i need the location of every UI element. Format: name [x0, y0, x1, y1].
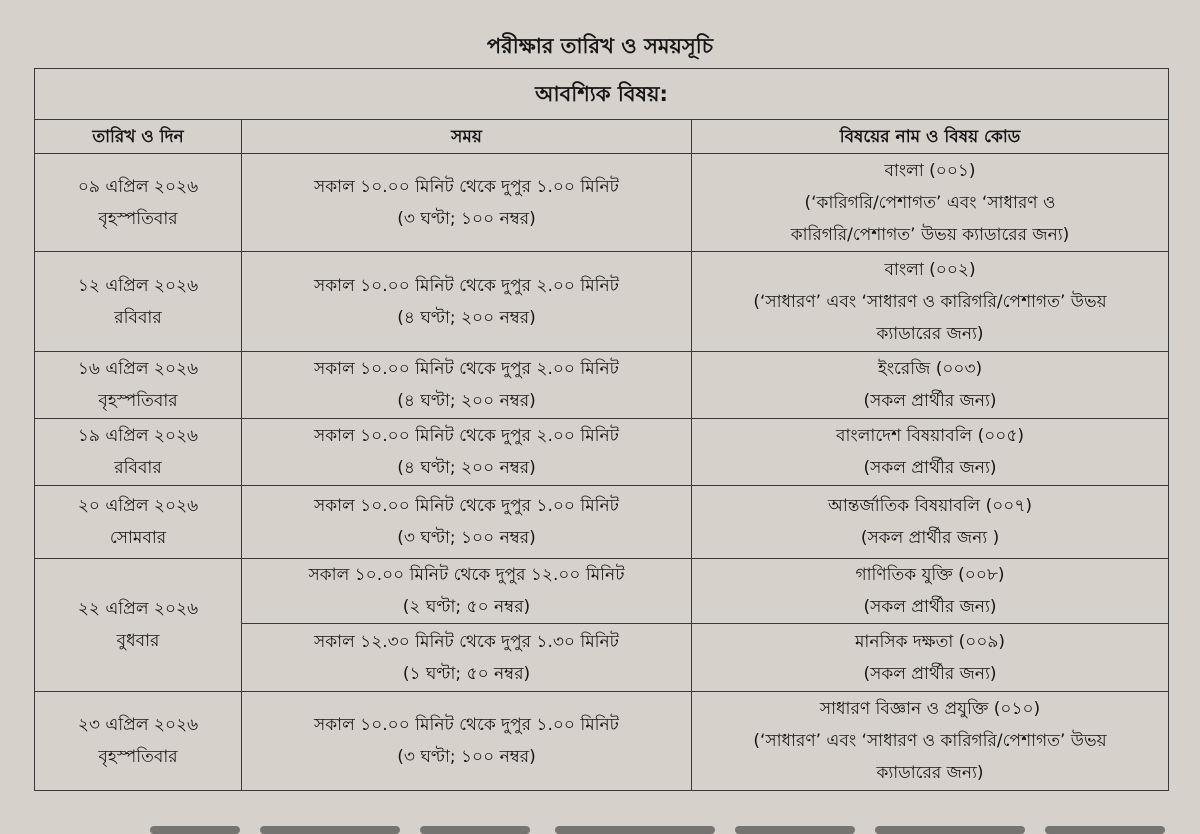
day-text: বৃহস্পতিবার [98, 747, 178, 767]
subject-cell [692, 486, 1169, 559]
subject-note: (‘কারিগরি/পেশাগত’ এবং ‘সাধারণ ও [804, 192, 1056, 213]
table-row [35, 419, 1169, 486]
section-title: আবশ্যিক বিষয়: [35, 69, 1169, 120]
section-row [35, 69, 1169, 120]
date-text: ২৩ এপ্রিল ২০২৬ [77, 715, 199, 735]
subject-note: ক্যাডারের জন্য) [876, 323, 984, 344]
subject-cell [692, 252, 1169, 352]
column-header-date: তারিখ ও দিন [35, 120, 242, 154]
column-header-subject: বিষয়ের নাম ও বিষয় কোড [692, 120, 1169, 154]
subject-note: (‘সাধারণ’ এবং ‘সাধারণ ও কারিগরি/পেশাগত’ উভয় [753, 291, 1107, 312]
duration-marks: (৩ ঘণ্টা; ১০০ নম্বর) [397, 208, 536, 229]
subject-cell [692, 154, 1169, 252]
date-cell [35, 352, 242, 419]
table-row [35, 252, 1169, 352]
subject-note: (সকল প্রার্থীর জন্য) [863, 458, 997, 478]
table-row [35, 352, 1169, 419]
page-title: পরীক্ষার তারিখ ও সময়সূচি [486, 34, 714, 58]
duration-marks: (১ ঘণ্টা; ৫০ নম্বর) [402, 663, 531, 684]
subject-name: গাণিতিক যুক্তি (০০৮) [855, 565, 1005, 585]
subject-name: ইংরেজি (০০৩) [877, 359, 983, 379]
subject-note: ক্যাডারের জন্য) [876, 763, 984, 783]
subject-name: আন্তর্জাতিক বিষয়াবলি (০০৭) [827, 496, 1033, 516]
exam-schedule-table [34, 68, 1169, 791]
subject-cell [692, 419, 1169, 486]
duration-marks: (৩ ঘণ্টা; ১০০ নম্বর) [397, 528, 536, 548]
date-text: ০৯ এপ্রিল ২০২৬ [77, 176, 199, 197]
time-cell [242, 419, 692, 486]
time-cell [242, 154, 692, 252]
subject-name: বাংলাদেশ বিষয়াবলি (০০৫) [836, 426, 1024, 446]
time-range: সকাল ১০.০০ মিনিট থেকে দুপুর ১২.০০ মিনিট [308, 565, 625, 585]
date-text: ২০ এপ্রিল ২০২৬ [77, 496, 199, 516]
column-header-row [35, 120, 1169, 154]
duration-marks: (৪ ঘণ্টা; ২০০ নম্বর) [397, 307, 536, 328]
day-text: রবিবার [114, 458, 162, 478]
subject-cell [692, 352, 1169, 419]
duration-marks: (৪ ঘণ্টা; ২০০ নম্বর) [397, 391, 536, 411]
time-cell [242, 692, 692, 791]
time-range: সকাল ১০.০০ মিনিট থেকে দুপুর ২.০০ মিনিট [314, 275, 619, 296]
date-text: ১৬ এপ্রিল ২০২৬ [77, 359, 199, 379]
time-cell [242, 252, 692, 352]
day-text: বুধবার [116, 631, 160, 651]
table-row [35, 692, 1169, 791]
day-text: বৃহস্পতিবার [98, 391, 178, 411]
time-cell [242, 624, 692, 692]
subject-name: বাংলা (০০১) [884, 160, 976, 181]
date-text: ১৯ এপ্রিল ২০২৬ [77, 426, 199, 446]
time-cell [242, 559, 692, 624]
day-text: বৃহস্পতিবার [98, 208, 178, 229]
subject-note: (সকল প্রার্থীর জন্য) [863, 391, 997, 411]
subject-name: মানসিক দক্ষতা (০০৯) [854, 631, 1006, 652]
subject-note: (সকল প্রার্থীর জন্য) [863, 597, 997, 617]
subject-note: (সকল প্রার্থীর জন্য ) [860, 528, 1000, 548]
subject-cell [692, 624, 1169, 692]
date-cell [35, 692, 242, 791]
date-cell [35, 252, 242, 352]
time-range: সকাল ১০.০০ মিনিট থেকে দুপুর ১.০০ মিনিট [314, 715, 619, 735]
time-cell [242, 486, 692, 559]
date-cell [35, 486, 242, 559]
duration-marks: (৪ ঘণ্টা; ২০০ নম্বর) [397, 458, 536, 478]
date-cell [35, 559, 242, 692]
table-row [35, 559, 1169, 624]
subject-cell [692, 692, 1169, 791]
time-range: সকাল ১০.০০ মিনিট থেকে দুপুর ১.০০ মিনিট [314, 176, 619, 197]
table-row [35, 486, 1169, 559]
column-header-time: সময় [242, 120, 692, 154]
subject-note: কারিগরি/পেশাগত’ উভয় ক্যাডারের জন্য) [790, 224, 1070, 245]
time-range: সকাল ১০.০০ মিনিট থেকে দুপুর ১.০০ মিনিট [314, 496, 619, 516]
subject-cell [692, 559, 1169, 624]
time-cell [242, 352, 692, 419]
time-range: সকাল ১২.৩০ মিনিট থেকে দুপুর ১.৩০ মিনিট [314, 631, 619, 652]
time-range: সকাল ১০.০০ মিনিট থেকে দুপুর ২.০০ মিনিট [314, 426, 619, 446]
table-row [35, 154, 1169, 252]
date-cell [35, 154, 242, 252]
date-cell [35, 419, 242, 486]
duration-marks: (৩ ঘণ্টা; ১০০ নম্বর) [397, 747, 536, 767]
day-text: সোমবার [109, 528, 167, 548]
subject-note: (সকল প্রার্থীর জন্য) [863, 663, 997, 684]
time-range: সকাল ১০.০০ মিনিট থেকে দুপুর ২.০০ মিনিট [314, 359, 619, 379]
day-text: রবিবার [114, 307, 162, 328]
duration-marks: (২ ঘণ্টা; ৫০ নম্বর) [402, 597, 531, 617]
subject-note: (‘সাধারণ’ এবং ‘সাধারণ ও কারিগরি/পেশাগত’ উভয় [753, 731, 1107, 751]
subject-name: সাধারণ বিজ্ঞান ও প্রযুক্তি (০১০) [819, 699, 1041, 719]
cut-off-text-fragment [0, 822, 1200, 834]
subject-name: বাংলা (০০২) [884, 259, 976, 280]
date-text: ২২ এপ্রিল ২০২৬ [77, 599, 199, 619]
date-text: ১২ এপ্রিল ২০২৬ [77, 275, 199, 296]
